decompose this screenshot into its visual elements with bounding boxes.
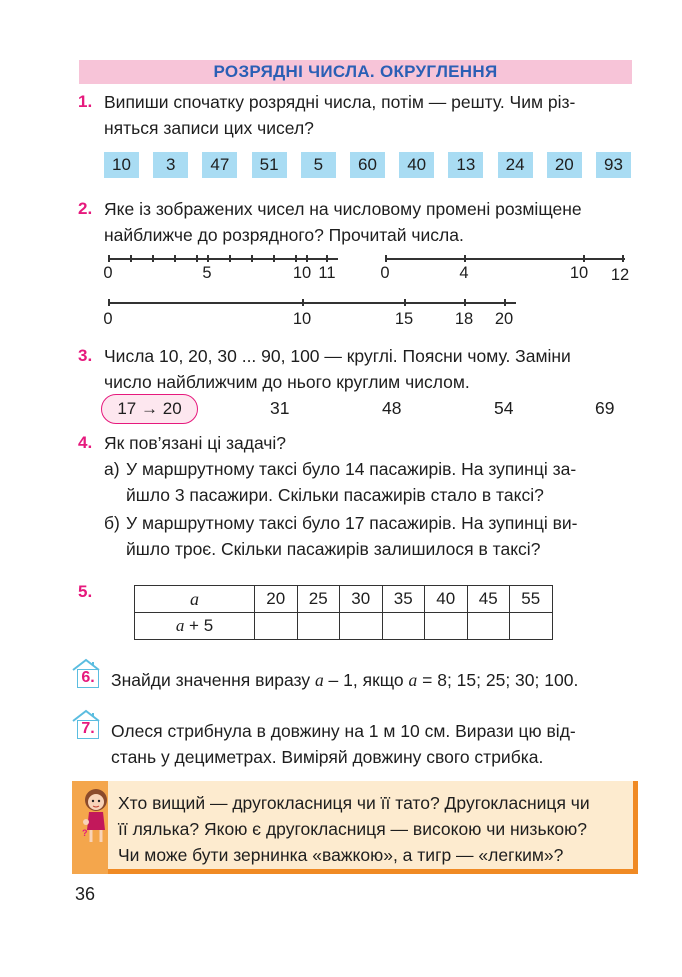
ray3-tick <box>404 299 406 306</box>
ray3-label: 20 <box>494 310 514 328</box>
task6-text-part: = 8; 15; 25; 30; 100. <box>417 670 579 690</box>
task1-text-line1: Випиши спочатку розрядні числа, потім — решту. Чим різ- <box>104 92 576 112</box>
number-box: 93 <box>596 152 631 178</box>
task5-number: 5. <box>78 582 93 601</box>
ray2-label: 10 <box>569 264 589 282</box>
ray2-tick <box>385 255 387 262</box>
task3-value: 69 <box>595 398 615 418</box>
ray1-tick <box>130 255 132 262</box>
task4-a-line2: йшло 3 пасажири. Скільки пасажирів стало в таксі? <box>126 485 544 505</box>
task4-number: 4. <box>78 433 93 452</box>
number-box: 40 <box>399 152 434 178</box>
task3-value: 31 <box>270 398 290 418</box>
svg-text:?: ? <box>82 828 88 838</box>
example-pill <box>101 394 198 424</box>
ray3-label: 18 <box>454 310 474 328</box>
task6-text-part: Знайди значення виразу <box>111 670 315 690</box>
table-cell: 55 <box>510 586 553 613</box>
task3-value: 48 <box>382 398 402 418</box>
var-a: a <box>408 670 418 690</box>
ray1-tick <box>207 255 209 262</box>
ray1-tick <box>174 255 176 262</box>
task3-text-line1: Числа 10, 20, 30 ... 90, 100 — круглі. Поясни чому. Заміни <box>104 346 571 366</box>
task1-number: 1. <box>78 92 93 111</box>
table-cell: 40 <box>425 586 468 613</box>
table-row <box>135 586 553 613</box>
header-rest: + 5 <box>184 616 214 635</box>
number-box: 51 <box>252 152 287 178</box>
ray1-tick <box>295 255 297 262</box>
note-line1: Хто вищий — другокласниця чи її тато? Другокласниця чи <box>118 793 590 813</box>
ray1-tick <box>152 255 154 262</box>
example-from: 17 <box>117 399 137 418</box>
task7-text-line1: Олеся стрибнула в довжину на 1 м 10 см. Вирази цю від- <box>111 721 576 741</box>
task2-text-line2: найближче до розрядного? Прочитай числа. <box>104 225 464 245</box>
ray1-label: 0 <box>103 264 113 282</box>
table-cell-empty[interactable] <box>467 613 510 640</box>
table-cell-empty[interactable] <box>255 613 298 640</box>
ray1-tick <box>326 255 328 262</box>
ray1-tick <box>108 255 110 262</box>
task3-value: 54 <box>494 398 514 418</box>
ray1-label: 5 <box>202 264 212 282</box>
ray3-tick <box>504 299 506 306</box>
table-cell-empty[interactable] <box>425 613 468 640</box>
note-line2: її лялька? Якою є другокласниця — високою чи низькою? <box>118 819 588 839</box>
ray2-label: 0 <box>380 264 390 282</box>
page-title: РОЗРЯДНІ ЧИСЛА. ОКРУГЛЕННЯ <box>79 60 632 84</box>
ray2-tick <box>583 255 585 262</box>
ray2-label: 4 <box>459 264 469 282</box>
ray2-tick <box>464 255 466 262</box>
task6-text-part: – 1, якщо <box>323 670 409 690</box>
ray3-label: 0 <box>103 310 113 328</box>
note-line3: Чи може бути зернинка «важкою», а тигр — «легким»? <box>118 845 564 865</box>
number-box: 13 <box>448 152 483 178</box>
task6-text <box>111 667 578 693</box>
var-a: a <box>175 616 185 635</box>
table-cell: 35 <box>382 586 425 613</box>
task1-text-line2: няться записи цих чисел? <box>104 118 314 138</box>
task3-text-line2: число найближчим до нього круглим числом. <box>104 372 470 392</box>
task2-number: 2. <box>78 199 93 218</box>
table-cell-empty[interactable] <box>382 613 425 640</box>
ray1-line <box>108 258 338 260</box>
number-box: 5 <box>301 152 336 178</box>
ray2-line <box>385 258 625 260</box>
task4-b-line2: йшло троє. Скільки пасажирів залишилося в таксі? <box>126 539 541 559</box>
table-header-a-plus-5 <box>135 613 255 640</box>
number-box: 10 <box>104 152 139 178</box>
example-to: 20 <box>162 399 182 418</box>
task4-b-label: б) <box>104 513 120 533</box>
ray2-label: 12 <box>610 266 630 284</box>
ray3-tick <box>108 299 110 306</box>
ray1-tick <box>196 255 198 262</box>
number-box: 24 <box>498 152 533 178</box>
ray3-line <box>108 302 516 304</box>
task4-b-line1: У маршрутному таксі було 17 пасажирів. На зупинці ви- <box>126 513 578 533</box>
girl-icon <box>80 786 112 848</box>
task7-text-line2: стань у дециметрах. Виміряй довжину свого стрибка. <box>111 747 544 767</box>
table-cell-empty[interactable] <box>297 613 340 640</box>
table-cell: 45 <box>467 586 510 613</box>
task4-a-label: а) <box>104 459 120 479</box>
table-cell-empty[interactable] <box>340 613 383 640</box>
page-number: 36 <box>75 884 96 904</box>
task4-question: Як пов’язані ці задачі? <box>104 433 287 453</box>
ray3-label: 10 <box>292 310 312 328</box>
var-a: a <box>314 670 324 690</box>
number-box: 47 <box>202 152 237 178</box>
ray3-tick <box>464 299 466 306</box>
table-cell: 25 <box>297 586 340 613</box>
ray1-tick <box>306 255 308 262</box>
ray1-label: 11 <box>318 264 336 282</box>
ray2-tick <box>622 255 624 262</box>
task6-number: 6. <box>77 669 99 688</box>
ray1-label: 10 <box>292 264 312 282</box>
table-cell-empty[interactable] <box>510 613 553 640</box>
ray1-tick <box>251 255 253 262</box>
task7-number: 7. <box>77 720 99 739</box>
number-box: 3 <box>153 152 188 178</box>
ray3-tick <box>302 299 304 306</box>
table-header-a: a <box>135 586 255 613</box>
task4-a-line1: У маршрутному таксі було 14 пасажирів. На зупинці за- <box>126 459 577 479</box>
ray3-label: 15 <box>394 310 414 328</box>
number-box: 20 <box>547 152 582 178</box>
ray1-tick <box>273 255 275 262</box>
table-cell: 30 <box>340 586 383 613</box>
task5-table <box>134 585 553 640</box>
task2-text-line1: Яке із зображених чисел на числовому промені розміщене <box>104 199 582 219</box>
ray1-tick <box>229 255 231 262</box>
arrow-right-icon: → <box>141 399 158 418</box>
table-row <box>135 613 553 640</box>
table-cell: 20 <box>255 586 298 613</box>
task3-number: 3. <box>78 346 93 365</box>
number-box: 60 <box>350 152 385 178</box>
